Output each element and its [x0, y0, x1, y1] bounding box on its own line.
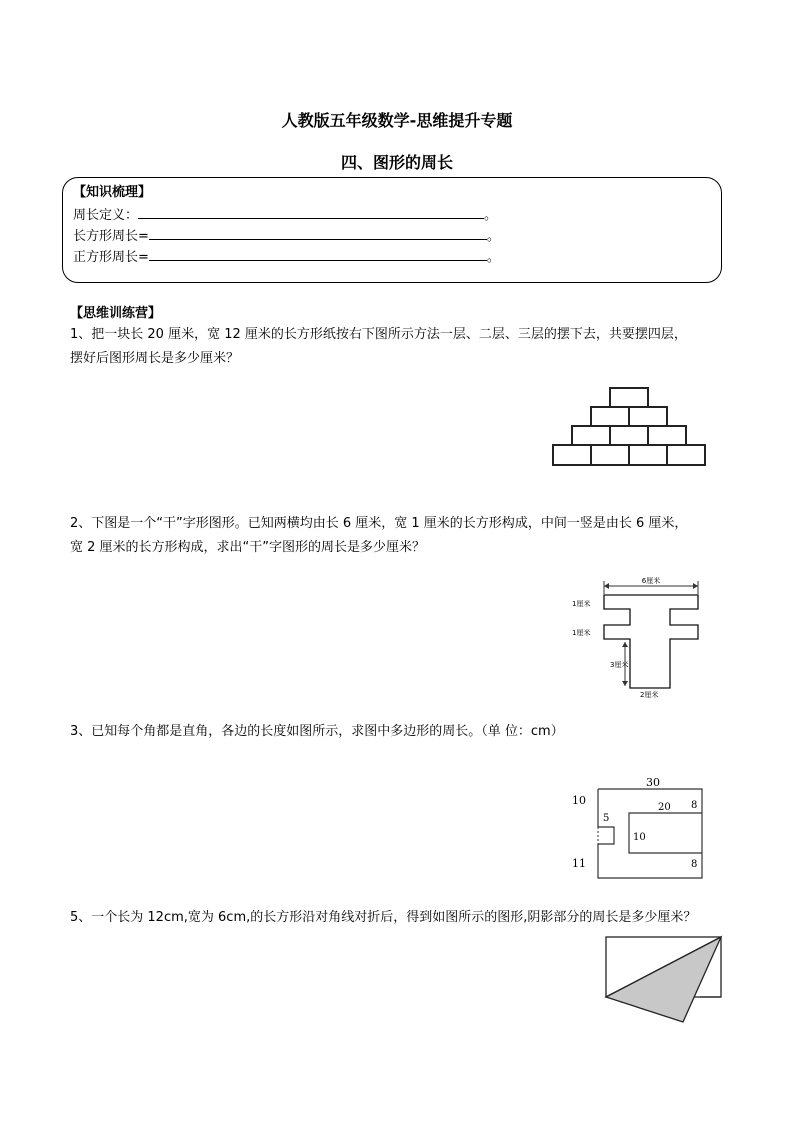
section-subtitle: 四、图形的周长 — [340, 153, 453, 172]
question-2 — [70, 512, 687, 560]
knowledge-line-square — [73, 246, 500, 265]
label-top: 30 — [646, 776, 660, 789]
label-left-upper: 10 — [572, 794, 586, 807]
label-bar2-height: 1厘米 — [572, 629, 591, 637]
answer-blank[interactable] — [138, 205, 484, 219]
question-2-line-1: 2、下图是一个“干”字形图形。已知两横均由长 6 厘米，宽 1 厘米的长方形构成，中间一竖是由长 6 厘米， — [70, 516, 688, 531]
knowledge-label: 长方形周长= — [73, 229, 149, 244]
page-title: 人教版五年级数学-思维提升专题 — [281, 111, 513, 130]
question-3-line-1: 3、已知每个角都是直角，各边的长度如图所示，求图中多边形的周长。（单 位：cm） — [70, 724, 564, 739]
label-inner-left: 10 — [633, 832, 646, 843]
knowledge-box — [62, 177, 722, 283]
question-1 — [70, 323, 687, 371]
label-right-upper: 8 — [691, 800, 698, 811]
training-heading: 【思维训练营】 — [70, 306, 162, 321]
label-stem-height: 3厘米 — [610, 661, 629, 669]
answer-blank[interactable] — [149, 226, 487, 240]
label-right-lower: 8 — [691, 859, 698, 870]
label-inner-top: 20 — [658, 802, 671, 813]
label-bar1-height: 1厘米 — [572, 600, 591, 608]
knowledge-line-rectangle — [73, 225, 500, 244]
answer-blank[interactable] — [149, 247, 487, 261]
label-top-width: 6厘米 — [641, 577, 661, 585]
label-stem-width: 2厘米 — [640, 691, 659, 699]
folded-rectangle-figure — [603, 934, 725, 1026]
question-5 — [70, 906, 696, 930]
gan-outline — [604, 595, 698, 688]
brick-pyramid-figure — [548, 384, 712, 470]
label-notch: 5 — [603, 813, 610, 824]
knowledge-label: 周长定义： — [73, 208, 139, 223]
knowledge-line-definition — [73, 204, 497, 223]
knowledge-end: 。 — [486, 229, 500, 244]
knowledge-label: 正方形周长= — [73, 250, 149, 265]
question-2-line-2: 宽 2 厘米的长方形构成，求出“干”字图形的周长是多少厘米？ — [70, 540, 426, 555]
question-1-line-2: 摆好后图形周长是多少厘米？ — [70, 351, 240, 366]
knowledge-end: 。 — [486, 250, 500, 265]
question-3 — [70, 720, 564, 744]
polygon-figure — [566, 776, 710, 882]
gan-shape-figure — [570, 572, 712, 704]
knowledge-heading: 【知识梳理】 — [73, 185, 152, 200]
question-5-line-1: 5、一个长为 12cm,宽为 6cm,的长方形沿对角线对折后，得到如图所示的图形,阴影部分的周长是多少厘米？ — [70, 910, 697, 925]
knowledge-end: 。 — [484, 208, 498, 223]
question-1-line-1: 1、把一块长 20 厘米，宽 12 厘米的长方形纸按右下图所示方法一层、二层、三层的摆下去，共要摆四层， — [70, 327, 687, 342]
label-left-lower: 11 — [572, 857, 586, 870]
